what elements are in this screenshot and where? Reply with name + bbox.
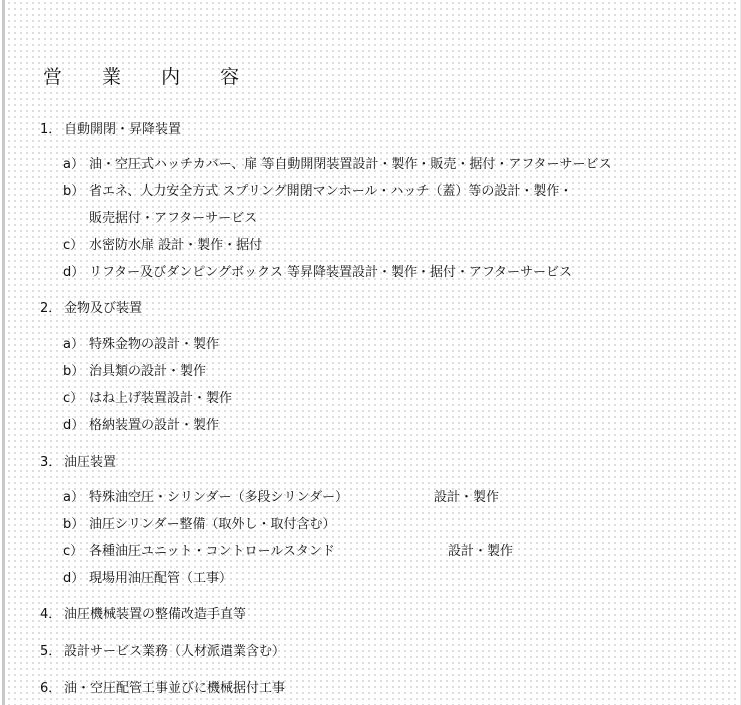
list-item bbox=[63, 567, 232, 586]
list-item bbox=[63, 333, 219, 352]
list-item bbox=[63, 234, 262, 253]
item-service-scope: 設計・製作 bbox=[448, 544, 514, 559]
item-text-continuation: 販売据付・アフターサービス bbox=[89, 211, 258, 226]
item-text: 特殊金物の設計・製作 bbox=[89, 337, 220, 352]
section-number: 6． bbox=[40, 681, 62, 696]
section-title: 設計サービス業務（人材派遣業含む） bbox=[64, 644, 286, 659]
section-title: 自動開閉・昇降装置 bbox=[64, 122, 182, 137]
section-title: 油圧機械装置の整備改造手直等 bbox=[64, 607, 247, 622]
section-title: 油圧装置 bbox=[64, 455, 117, 470]
list-item bbox=[63, 153, 611, 172]
list-item bbox=[63, 387, 232, 406]
item-text: 治具類の設計・製作 bbox=[89, 364, 207, 379]
section-number: 3． bbox=[40, 455, 62, 470]
item-marker: b） bbox=[63, 517, 85, 532]
section-6-heading bbox=[40, 677, 285, 696]
item-marker: d） bbox=[63, 571, 85, 586]
item-marker: a） bbox=[63, 157, 84, 172]
section-3-heading bbox=[40, 451, 116, 470]
item-text: 省エネ、人力安全方式 スプリング開閉マンホール・ハッチ（蓋）等の設計・製作・ bbox=[89, 184, 573, 199]
item-marker: d） bbox=[63, 265, 85, 280]
list-item bbox=[63, 540, 335, 559]
section-title: 油・空圧配管工事並びに機械据付工事 bbox=[64, 681, 286, 696]
item-text: 各種油圧ユニット・コントロールスタンド bbox=[89, 544, 335, 559]
section-number: 1． bbox=[40, 122, 62, 137]
section-2-heading bbox=[40, 297, 142, 316]
item-text: 特殊油空圧・シリンダー（多段シリンダー） bbox=[89, 490, 348, 505]
section-number: 4． bbox=[40, 607, 62, 622]
page-title: 営 業 内 容 bbox=[43, 66, 257, 88]
section-title: 金物及び装置 bbox=[64, 301, 143, 316]
item-text: はね上げ装置設計・製作 bbox=[89, 391, 233, 406]
list-item bbox=[63, 180, 572, 199]
item-text: 油圧シリンダー整備（取外し・取付含む） bbox=[89, 517, 336, 532]
item-text: 油・空圧式ハッチカバー、扉 等自動開閉装置設計・製作・販売・据付・アフターサービス bbox=[89, 157, 612, 172]
item-text: 格納装置の設計・製作 bbox=[89, 418, 220, 433]
item-marker: c） bbox=[63, 544, 84, 559]
section-1-heading bbox=[40, 118, 181, 137]
item-service-scope: 設計・製作 bbox=[434, 490, 500, 505]
list-item bbox=[63, 360, 206, 379]
item-marker: d） bbox=[63, 418, 85, 433]
item-marker: b） bbox=[63, 184, 85, 199]
list-item bbox=[63, 261, 572, 280]
item-marker: a） bbox=[63, 337, 84, 352]
list-item bbox=[63, 513, 335, 532]
section-4-heading bbox=[40, 603, 246, 622]
item-marker: a） bbox=[63, 490, 84, 505]
item-marker: c） bbox=[63, 238, 84, 253]
item-marker: c） bbox=[63, 391, 84, 406]
list-item bbox=[63, 486, 348, 505]
list-item bbox=[63, 414, 219, 433]
item-text: 現場用油圧配管（工事） bbox=[89, 571, 233, 586]
section-5-heading bbox=[40, 640, 285, 659]
item-marker: b） bbox=[63, 364, 85, 379]
item-text: リフター及びダンピングボックス 等昇降装置設計・製作・据付・アフターサービス bbox=[89, 265, 573, 280]
section-number: 5． bbox=[40, 644, 62, 659]
section-number: 2． bbox=[40, 301, 62, 316]
item-text: 水密防水扉 設計・製作・据付 bbox=[89, 238, 263, 253]
